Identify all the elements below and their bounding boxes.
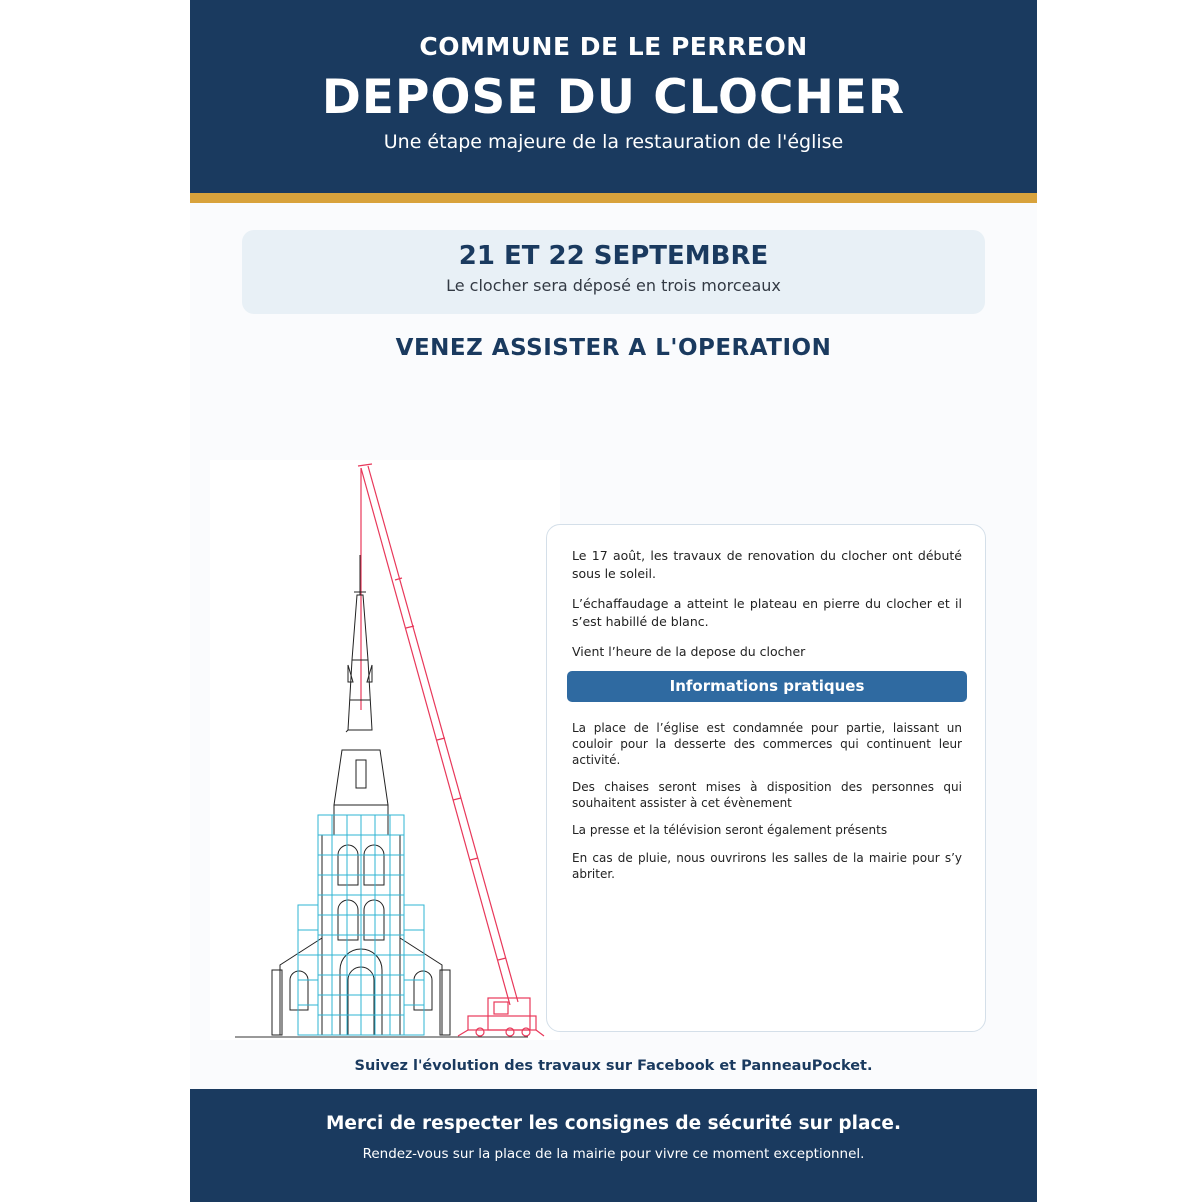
poster-subtitle: Une étape majeure de la restauration de l'église	[383, 131, 844, 153]
poster-title: DEPOSE DU CLOCHER	[321, 70, 906, 125]
spire	[346, 555, 372, 732]
event-date-subtitle: Le clocher sera déposé en trois morceaux	[446, 276, 781, 295]
event-date: 21 ET 22 SEPTEMBRE	[458, 241, 769, 271]
crane-boom	[358, 464, 518, 1005]
poster-page	[190, 0, 1037, 1202]
church-crane-drawing	[210, 460, 560, 1040]
info-card	[546, 524, 986, 1032]
header-banner	[190, 0, 1037, 193]
scaffolding	[298, 815, 424, 1035]
call-to-action: VENEZ ASSISTER A L'OPERATION	[395, 335, 832, 361]
practical-item: La place de l’église est condamnée pour partie, laissant un couloir pour la desserte des commerces qui continuent leur activité.	[572, 721, 962, 767]
section-title-informations-pratiques: Informations pratiques	[567, 671, 967, 702]
meeting-message: Rendez-vous sur la place de la mairie pour vivre ce moment exceptionnel.	[362, 1146, 865, 1162]
church-crane-illustration	[210, 460, 560, 1040]
commune-name: COMMUNE DE LE PERREON	[419, 32, 808, 61]
practical-item: Des chaises seront mises à disposition des personnes qui souhaitent assister à cet évènement	[572, 780, 962, 810]
gold-divider	[190, 193, 1037, 203]
info-paragraph: Vient l’heure de la depose du clocher	[572, 644, 806, 659]
info-paragraph: Le 17 août, les travaux de renovation du clocher ont débuté sous le soleil.	[572, 548, 962, 581]
crane-truck	[458, 998, 544, 1036]
safety-message: Merci de respecter les consignes de sécurité sur place.	[326, 1113, 901, 1134]
info-paragraph: L’échaffaudage a atteint le plateau en pierre du clocher et il s’est habillé de blanc.	[572, 596, 962, 629]
practical-item: En cas de pluie, nous ouvrirons les salles de la mairie pour s’y abriter.	[572, 851, 962, 881]
date-box	[242, 230, 985, 314]
follow-text: Suivez l'évolution des travaux sur Facebook et PanneauPocket.	[354, 1058, 873, 1074]
practical-item: La presse et la télévision seront également présents	[572, 823, 888, 837]
footer-banner	[190, 1089, 1037, 1202]
